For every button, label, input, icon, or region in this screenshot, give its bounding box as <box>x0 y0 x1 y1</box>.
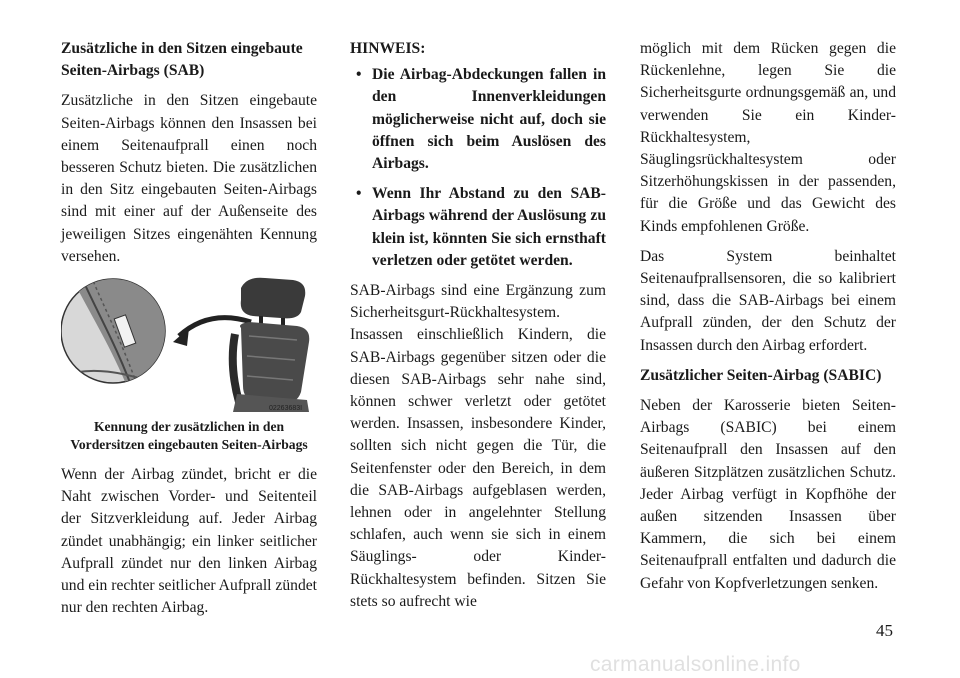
list-item-text: Die Airbag-Abdeckungen fallen in den Innenverkleidungen möglicherweise nicht auf, doch sie öffnen sich beim Auslösen des Airbags. <box>372 66 606 173</box>
watermark-text: carmanualsonline.info <box>590 653 801 676</box>
paragraph-sitting-position: möglich mit dem Rücken gegen die Rückenlehne, legen Sie die Sicherheitsgurte ordnungsgemäß an, und verwenden Sie ein Kinder-Rückhaltesystem, Säuglingsrückhaltesystem oder Sitzerhöhungskissen in der passenden, für die Größe und das Gewicht des Kinds empfohlenen Größe. <box>640 40 896 235</box>
notice-list <box>350 64 606 272</box>
notice-label: HINWEIS: <box>350 40 426 57</box>
paragraph-sab-deploy: Wenn der Airbag zündet, bricht er die Naht zwischen Vorder- und Seitenteil der Sitzverkleidung auf. Jeder Airbag zündet unabhängig; ein linker seitlicher Aufprall zündet nur den linken Airbag und ein rechter seitlicher Aufprall zündet nur den rechten Airbag. <box>61 466 317 617</box>
seat-airbag-figure <box>61 276 317 412</box>
seat-airbag-illustration <box>61 276 317 412</box>
bullet-icon: • <box>356 66 362 84</box>
figure-caption: Kennung der zusätzlichen in den Vordersitzen eingebauten Seiten-Airbags <box>70 419 308 453</box>
list-item <box>350 183 606 272</box>
seat-icon <box>233 278 310 412</box>
paragraph-sab-supplement: SAB-Airbags sind eine Ergänzung zum Sicherheitsgurt-Rückhaltesystem. Insassen einschließlich Kindern, die SAB-Airbags gegenüber sitzen oder die diesen SAB-Airbags sehr nahe sind, können schwer verletzt oder getötet werden. Insassen, insbesondere Kinder, sollten sich nicht gegen die Tür, die Seitenfenster oder den Bereich, in dem die SAB-Airbags aufgeblasen werden, lehnen oder in angelehnter Stellung schlafen, auch wenn sie sich in einem Säuglings- oder Kinder-Rückhaltesystem befinden. Sitzen Sie stets so aufrecht wie <box>350 282 606 610</box>
bullet-icon: • <box>356 185 362 203</box>
list-item <box>350 64 606 175</box>
section-heading-sab: Zusätzliche in den Sitzen eingebaute Seiten-Airbags (SAB) <box>61 40 303 80</box>
page-number: 45 <box>876 621 893 640</box>
list-item-text: Wenn Ihr Abstand zu den SAB-Airbags während der Auslösung zu klein ist, könnten Sie sich ernsthaft verletzen oder getötet werden. <box>372 185 606 269</box>
paragraph-sensors: Das System beinhaltet Seitenaufprallsensoren, die so kalibriert sind, dass die SAB-Airbags bei einem Aufprall zünden, der den Schutz der Insassen durch den Airbag erfordert. <box>640 247 896 354</box>
column-right <box>640 38 896 603</box>
column-middle <box>350 38 606 621</box>
paragraph-sabic: Neben der Karosserie bieten Seiten-Airbags (SABIC) bei einem Seitenaufprall den Insassen auf den äußeren Sitzplätzen zusätzlichen Schutz. Jeder Airbag verfügt in Kopfhöhe der außen sitzenden Insassen über Kammern, die sich bei einem Seitenaufprall entfalten und dadurch die Gefahr von Kopfverletzungen senken. <box>640 397 896 592</box>
paragraph-sab-intro: Zusätzliche in den Sitzen eingebaute Seiten-Airbags können den Insassen bei einem Seitenaufprall einen noch besseren Schutz bieten. Die zusätzlichen in den Sitz eingebauten Seiten-Airbags sind mit einer auf der Außenseite des jeweiligen Sitzes eingenähten Kennung versehen. <box>61 92 317 265</box>
section-heading-sabic: Zusätzlicher Seiten-Airbag (SABIC) <box>640 366 882 384</box>
figure-code: 02263683I <box>269 405 303 413</box>
column-left <box>61 38 317 627</box>
